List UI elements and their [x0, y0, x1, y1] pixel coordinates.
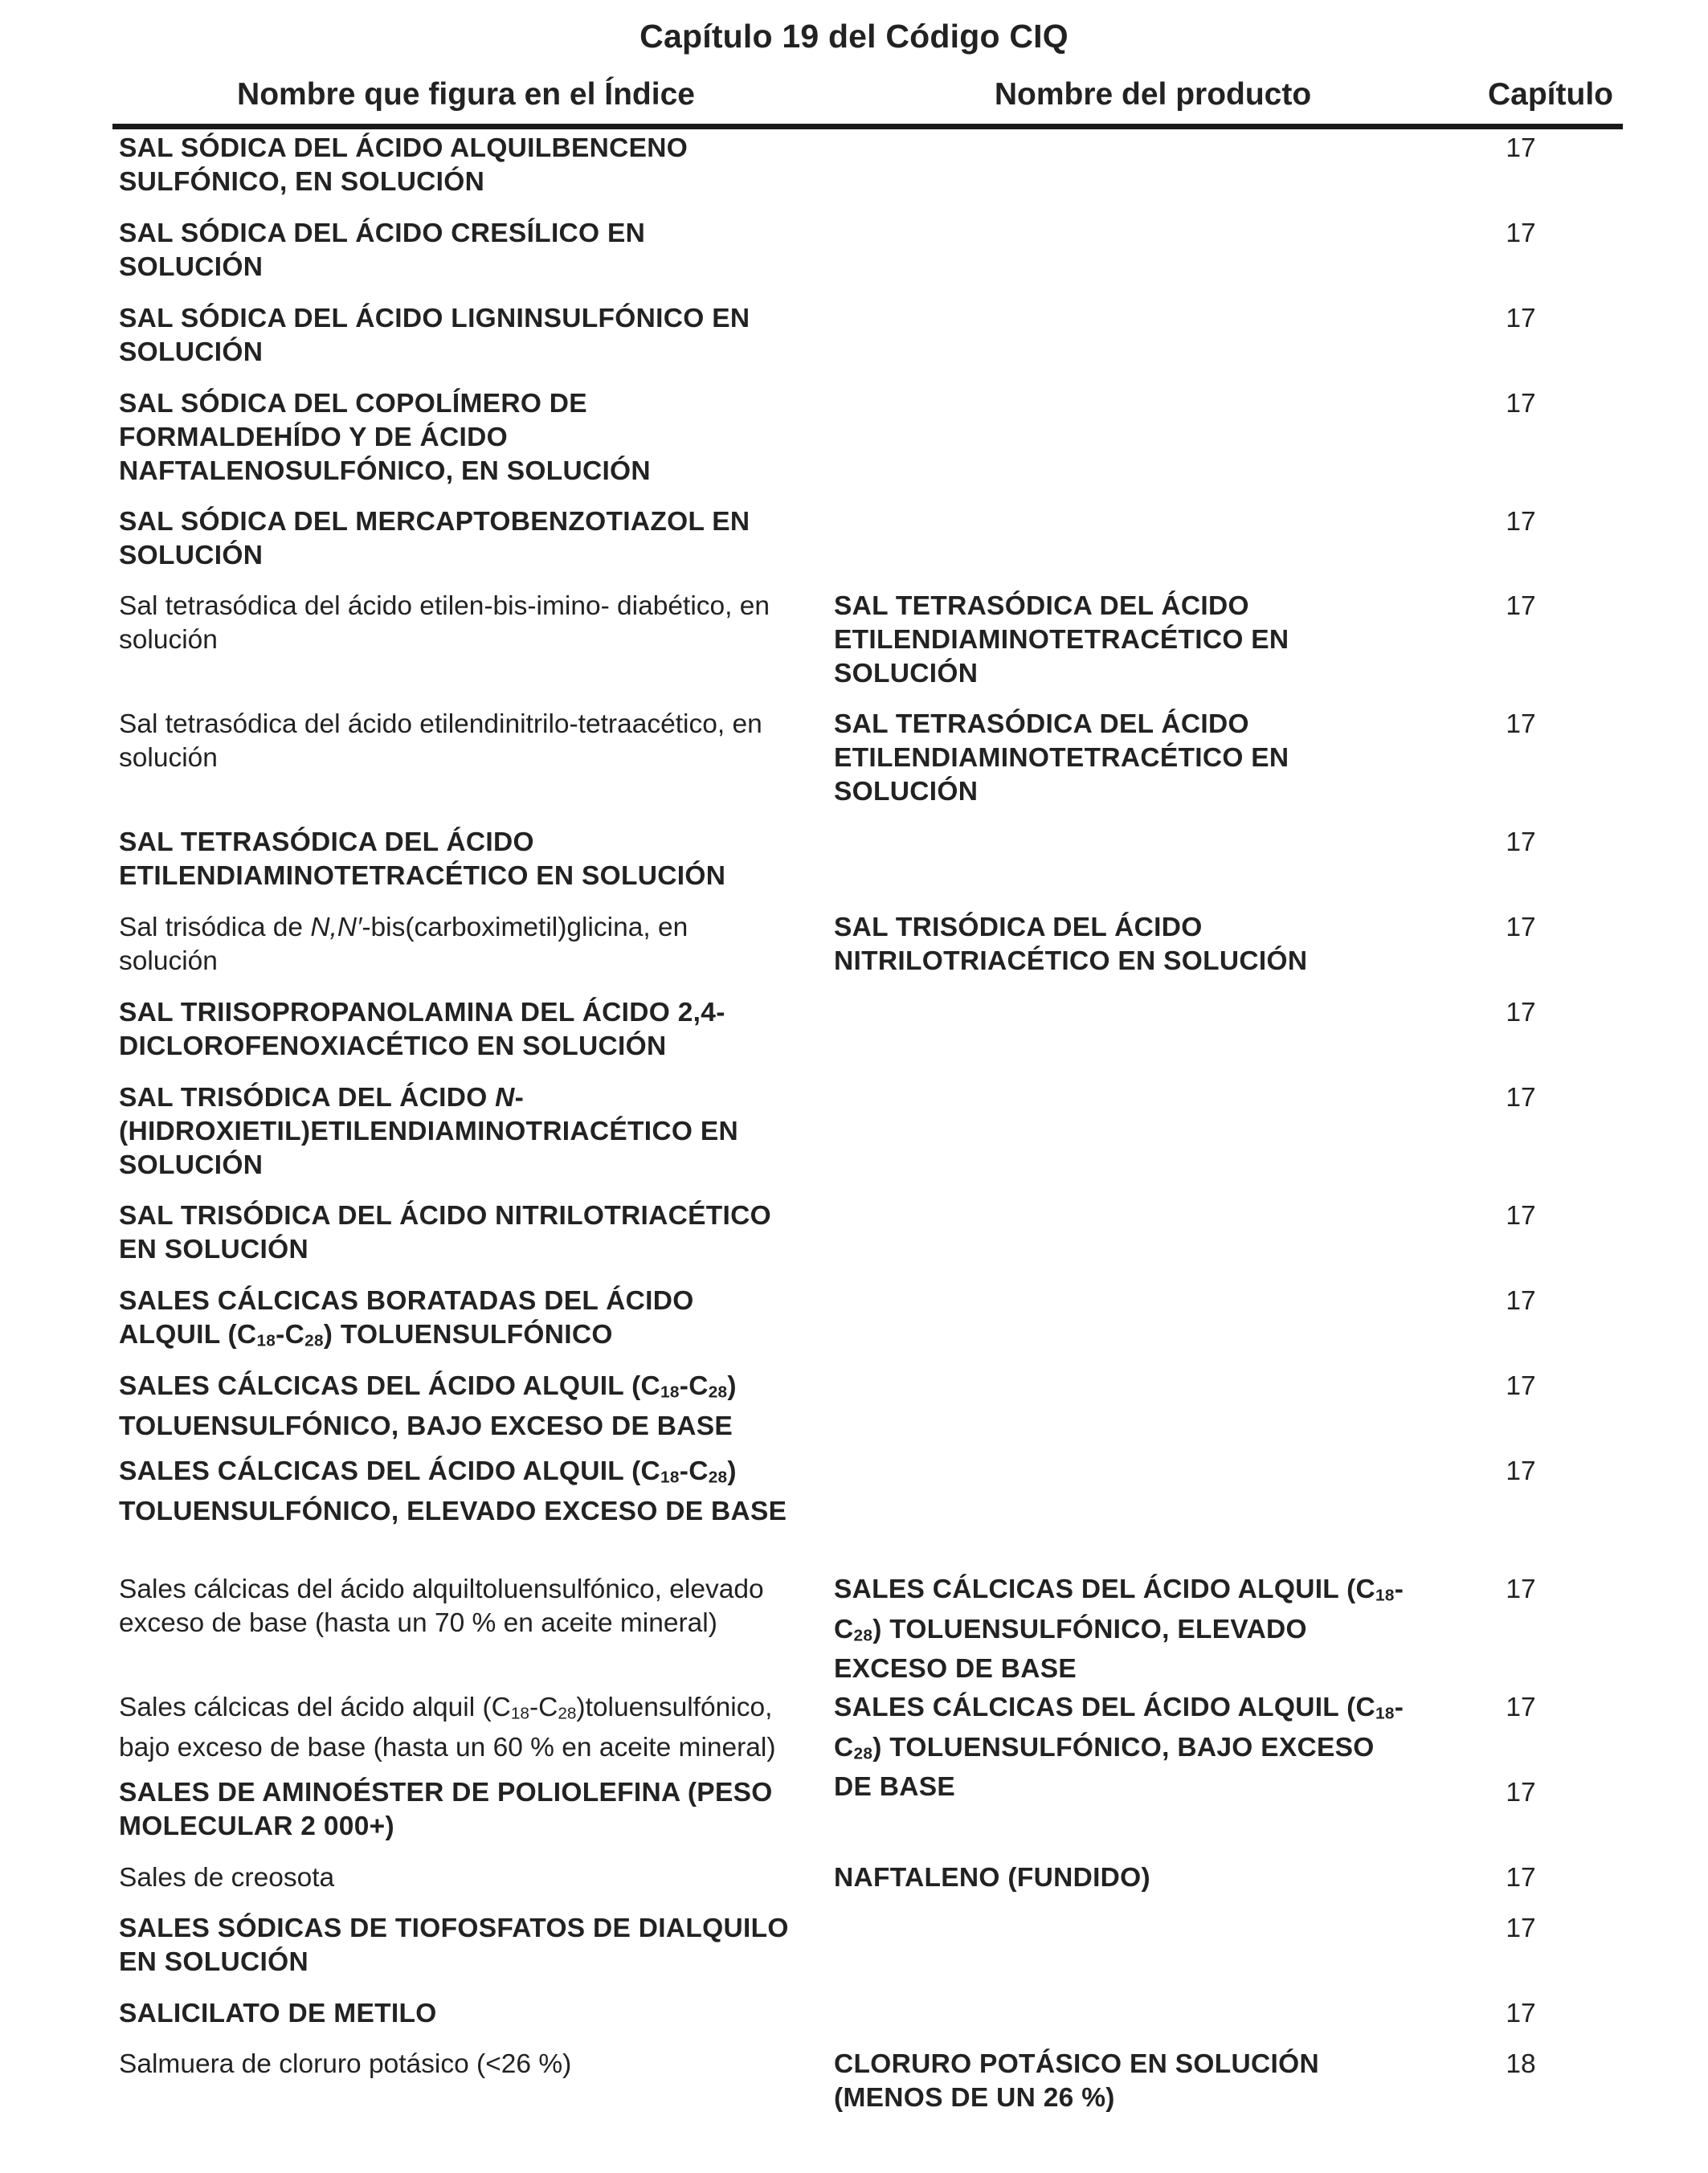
chapter-cell: 17	[1506, 1201, 1536, 1231]
index-name-cell: Sal tetrasódica del ácido etilen-bis-imino- diabético, en solución	[119, 591, 770, 655]
chapter-cell: 17	[1506, 1083, 1536, 1113]
index-name-cell: Sal trisódica de N,N′-bis(carboximetil)glicina, en solución	[119, 913, 689, 976]
index-name-cell: SALES SÓDICAS DE TIOFOSFATOS DE DIALQUILO EN SOLUCIÓN	[119, 1914, 789, 1977]
product-name-cell: NAFTALENO (FUNDIDO)	[834, 1863, 1150, 1893]
index-name-cell: Sales cálcicas del ácido alquiltoluensulfónico, elevado exceso de base (hasta un 70 % en aceite mineral)	[119, 1575, 764, 1638]
product-name-cell: SALES CÁLCICAS DEL ÁCIDO ALQUIL $(C_{18}-C_{28})$ TOLUENSULFÓNICO, ELEVADO EXCESO DE BASE	[834, 1575, 1404, 1685]
index-name-cell: Sales de creosota	[119, 1863, 335, 1893]
column-header-product-name: Nombre del producto	[994, 77, 1312, 112]
product-name-cell: SAL TETRASÓDICA DEL ÁCIDO ETILENDIAMINOTETRACÉTICO EN SOLUCIÓN	[834, 591, 1289, 688]
column-header-chapter: Capítulo	[1488, 77, 1613, 112]
chapter-cell: 17	[1506, 998, 1536, 1027]
index-name-cell: SAL SÓDICA DEL ÁCIDO CRESÍLICO EN SOLUCIÓN	[119, 219, 646, 282]
index-name-cell: SAL TETRASÓDICA DEL ÁCIDO ETILENDIAMINOTETRACÉTICO EN SOLUCIÓN	[119, 827, 726, 891]
index-name-cell: Sal tetrasódica del ácido etilendinitrilo-tetraacético, en solución	[119, 709, 762, 773]
chapter-cell: 17	[1506, 1575, 1536, 1604]
index-name-cell: SALICILATO DE METILO	[119, 1999, 437, 2028]
chapter-cell: 17	[1506, 507, 1536, 537]
index-name-cell: SALES DE AMINOÉSTER DE POLIOLEFINA (PESO MOLECULAR 2 000+)	[119, 1778, 773, 1841]
index-name-cell: SAL SÓDICA DEL MERCAPTOBENZOTIAZOL EN SOLUCIÓN	[119, 507, 750, 570]
chapter-cell: 17	[1506, 1456, 1536, 1486]
index-name-cell: SAL SÓDICA DEL COPOLÍMERO DE FORMALDEHÍDO Y DE ÁCIDO NAFTALENOSULFÓNICO, EN SOLUCIÓN	[119, 389, 651, 486]
column-header-index-name: Nombre que figura en el Índice	[237, 77, 695, 112]
chapter-cell: 17	[1506, 1999, 1536, 2028]
chapter-cell: 17	[1506, 709, 1536, 739]
chapter-cell: 17	[1506, 1693, 1536, 1722]
index-name-cell: SAL TRISÓDICA DEL ÁCIDO NITRILOTRIACÉTICO EN SOLUCIÓN	[119, 1201, 771, 1264]
chapter-cell: 17	[1506, 133, 1536, 163]
chapter-cell: 17	[1506, 304, 1536, 333]
table-header	[112, 74, 1623, 129]
chapter-cell: 18	[1506, 2049, 1536, 2079]
chapter-cell: 17	[1506, 1286, 1536, 1316]
index-name-cell: SAL TRISÓDICA DEL ÁCIDO N-(HIDROXIETIL)ETILENDIAMINOTRIACÉTICO EN SOLUCIÓN	[119, 1083, 739, 1180]
chapter-cell: 17	[1506, 1863, 1536, 1893]
chapter-cell: 17	[1506, 219, 1536, 248]
chapter-cell: 17	[1506, 1914, 1536, 1943]
index-name-cell: SAL TRIISOPROPANOLAMINA DEL ÁCIDO 2,4-DICLOROFENOXIACÉTICO EN SOLUCIÓN	[119, 998, 725, 1061]
product-name-cell: CLORURO POTÁSICO EN SOLUCIÓN (MENOS DE UN 26 %)	[834, 2049, 1319, 2113]
product-name-cell: SALES CÁLCICAS DEL ÁCIDO ALQUIL $(C_{18}-C_{28})$ TOLUENSULFÓNICO, BAJO EXCESO DE BASE	[834, 1693, 1404, 1803]
product-name-cell: SAL TETRASÓDICA DEL ÁCIDO ETILENDIAMINOTETRACÉTICO EN SOLUCIÓN	[834, 709, 1289, 807]
index-name-cell: Sales cálcicas del ácido alquil $(C_{18}-C_{28})toluensulfónico$, bajo exceso de base (hasta un 60 % en aceite mineral)	[119, 1693, 776, 1762]
index-name-cell: SALES CÁLCICAS DEL ÁCIDO ALQUIL $(C_{18}-C_{28})$ TOLUENSULFÓNICO, ELEVADO EXCESO DE BASE	[119, 1456, 787, 1526]
index-name-cell: SALES CÁLCICAS BORATADAS DEL ÁCIDO ALQUIL $(C_{18}-C_{28})$ TOLUENSULFÓNICO	[119, 1286, 694, 1350]
chapter-cell: 17	[1506, 827, 1536, 857]
chapter-cell: 17	[1506, 913, 1536, 942]
chapter-cell: 17	[1506, 389, 1536, 419]
chapter-cell: 17	[1506, 1371, 1536, 1401]
chapter-cell: 17	[1506, 1778, 1536, 1807]
product-name-cell: SAL TRISÓDICA DEL ÁCIDO NITRILOTRIACÉTICO EN SOLUCIÓN	[834, 913, 1308, 976]
index-name-cell: SAL SÓDICA DEL ÁCIDO ALQUILBENCENO SULFÓNICO, EN SOLUCIÓN	[119, 133, 689, 197]
page-title: Capítulo 19 del Código CIQ	[639, 18, 1069, 55]
index-name-cell: SALES CÁLCICAS DEL ÁCIDO ALQUIL $(C_{18}-C_{28})$ TOLUENSULFÓNICO, BAJO EXCESO DE BASE	[119, 1371, 737, 1441]
index-name-cell: SAL SÓDICA DEL ÁCIDO LIGNINSULFÓNICO EN SOLUCIÓN	[119, 304, 750, 367]
chapter-cell: 17	[1506, 591, 1536, 621]
index-name-cell: Salmuera de cloruro potásico (<26 %)	[119, 2049, 572, 2079]
